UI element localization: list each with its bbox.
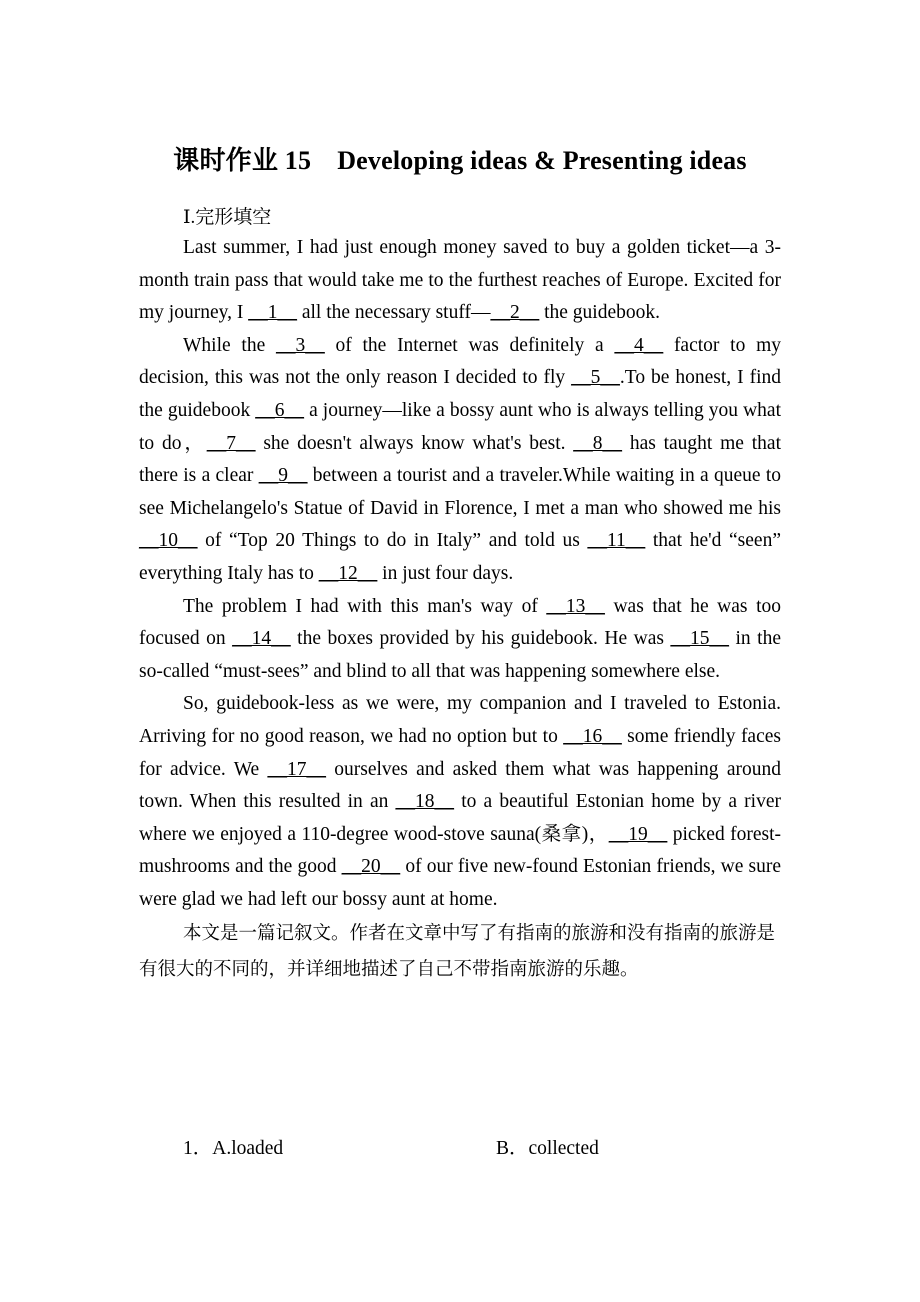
passage-text: picked forest-mushrooms and the good bbox=[139, 823, 781, 878]
blank-field[interactable]: __10__ bbox=[139, 530, 198, 552]
paragraph bbox=[139, 330, 781, 591]
blank-field[interactable]: __8__ bbox=[573, 432, 623, 454]
blank-field[interactable]: __4__ bbox=[614, 334, 664, 356]
paragraph bbox=[139, 688, 781, 916]
passage-text: that he'd “seen” everything Italy has to bbox=[139, 530, 781, 584]
blank-field[interactable]: __14__ bbox=[232, 628, 291, 650]
blank-field[interactable]: __9__ bbox=[258, 465, 308, 487]
passage-text: in the so-called “must-sees” and blind to all that was happening somewhere else. bbox=[139, 628, 781, 682]
page-title bbox=[0, 140, 920, 177]
blank-field[interactable]: __15__ bbox=[670, 628, 729, 650]
passage-text: was that he was too focused on bbox=[139, 595, 781, 650]
blank-field[interactable]: __2__ bbox=[490, 302, 540, 324]
blank-field[interactable]: __3__ bbox=[275, 334, 325, 356]
blank-field[interactable]: __7__ bbox=[206, 432, 256, 454]
blank-field[interactable]: __17__ bbox=[267, 758, 326, 780]
passage-text: to a beautiful Estonian home by a river where we enjoyed a 110-degree wood-stove sauna(桑拿)， bbox=[139, 791, 781, 845]
passage-text: of “Top 20 Things to do in Italy” and told us bbox=[197, 530, 588, 552]
passage-text: .To be honest, I find the guidebook bbox=[139, 367, 781, 421]
passage-text: Last summer, I had just enough money saved to buy a golden ticket—a 3-month train pass that would take me to the furthest reaches of Europe. Excited for my journey, I bbox=[139, 237, 781, 324]
blank-field[interactable]: __20__ bbox=[341, 856, 401, 878]
paragraph bbox=[139, 232, 781, 330]
blank-field[interactable]: __16__ bbox=[563, 725, 622, 747]
blank-field[interactable]: __12__ bbox=[318, 562, 378, 584]
passage-text: a journey—like a bossy aunt who is always telling you what to do， bbox=[139, 399, 781, 454]
passage-text: between a tourist and a traveler.While waiting in a queue to see Michelangelo's Statue of David in Florence, I met a man who showed me his bbox=[139, 465, 781, 519]
passage bbox=[139, 232, 781, 988]
paragraph bbox=[139, 591, 781, 689]
option-1b[interactable]: B．collected bbox=[496, 1138, 599, 1159]
title-label: 课时作业 15 bbox=[173, 146, 312, 175]
passage-text: has taught me that there is a clear bbox=[139, 432, 781, 487]
passage-text: the boxes provided by his guidebook. He was bbox=[290, 628, 671, 650]
option-1a[interactable]: 1．A.loaded bbox=[183, 1138, 284, 1159]
passage-text: of our five new-found Estonian friends, we sure were glad we had left our bossy aunt at home. bbox=[139, 856, 781, 910]
passage-text: she doesn't always know what's best. bbox=[255, 432, 574, 454]
passage-text: The problem I had with this man's way of bbox=[183, 595, 547, 617]
passage-text: So, guidebook-less as we were, my companion and I traveled to Estonia. Arriving for no good reason, we had no option but to bbox=[139, 693, 781, 747]
blank-field[interactable]: __11__ bbox=[587, 530, 646, 552]
passage-text: in just four days. bbox=[377, 562, 514, 584]
blank-field[interactable]: __13__ bbox=[546, 595, 605, 617]
blank-field[interactable]: __6__ bbox=[255, 399, 305, 421]
passage-text: of the Internet was definitely a bbox=[324, 334, 615, 356]
passage-text: While the bbox=[183, 334, 276, 356]
passage-text: factor to my decision, this was not the only reason I decided to fly bbox=[139, 334, 782, 389]
blank-field[interactable]: __5__ bbox=[571, 367, 620, 389]
passage-text: ourselves and asked them what was happening around town. When this resulted in an bbox=[139, 758, 781, 813]
passage-text: some friendly faces for advice. We bbox=[139, 725, 781, 780]
blank-field[interactable]: __18__ bbox=[395, 791, 455, 813]
passage-text: the guidebook. bbox=[539, 302, 660, 324]
passage-paragraphs bbox=[139, 232, 781, 916]
title-subtitle: Developing ideas & Presenting ideas bbox=[337, 146, 747, 175]
section-heading: Ⅰ.完形填空 bbox=[183, 207, 272, 228]
blank-field[interactable]: __19__ bbox=[608, 823, 668, 845]
passage-summary-note: 本文是一篇记叙文。作者在文章中写了有指南的旅游和没有指南的旅游是有很大的不同的，并详细地描述了自己不带指南旅游的乐趣。 bbox=[139, 923, 776, 981]
blank-field[interactable]: __1__ bbox=[248, 302, 297, 324]
passage-text: all the necessary stuff— bbox=[296, 302, 491, 324]
